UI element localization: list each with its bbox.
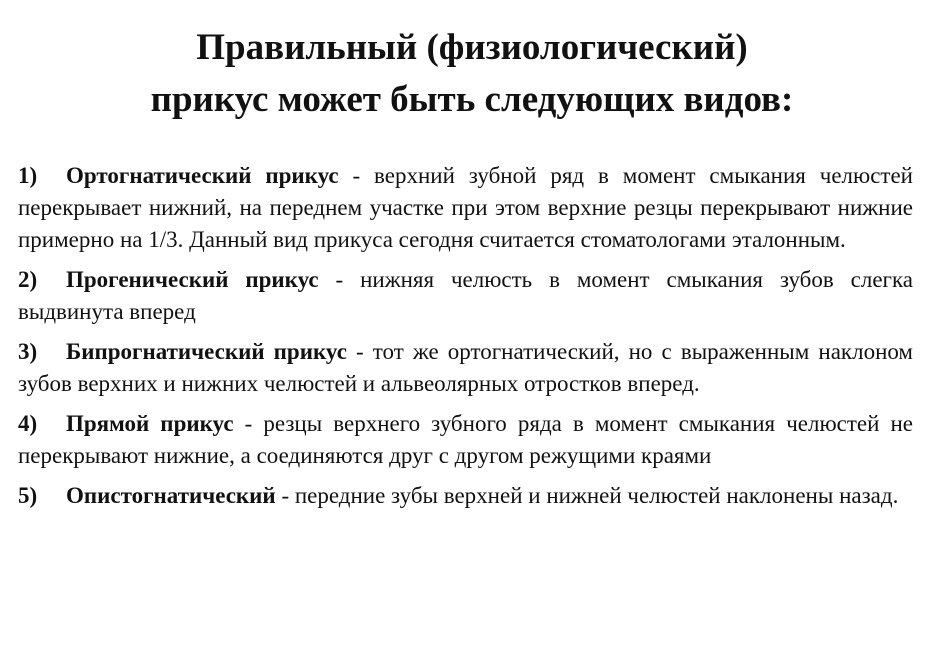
list-item-4 [18,408,913,472]
item-term: Бипрогнатический прикус [66,339,347,364]
item-description: - передние зубы верхней и нижней челюстей наклонены назад. [275,483,899,508]
item-description: - верхний зубной ряд в момент смыкания челюстей перекрывает нижний, на переднем участке при этом верхние резцы перекрывают нижние примерно на 1/3. Данный вид прикуса сегодня считается стоматологами эталонным. [18,163,913,252]
item-number: 2) [18,267,38,292]
item-term: Ортогнатический прикус [66,163,339,188]
item-number: 4) [18,411,38,436]
page-title [0,22,944,126]
list-item-5 [18,480,913,512]
item-description: - резцы верхнего зубного ряда в момент смыкания челюстей не перекрывают нижние, а соединяются друг с другом режущими краями [18,411,914,468]
list-item-2 [18,264,913,328]
item-term: Прямой прикус [66,411,234,436]
item-number: 3) [18,339,38,364]
bite-types-list [18,160,913,520]
list-item-1 [18,160,913,256]
item-description: - тот же ортогнатический, но с выраженным наклоном зубов верхних и нижних челюстей и альвеолярных отростков вперед. [18,339,913,396]
item-number: 5) [18,483,38,508]
item-term: Опистогнатический [66,483,276,508]
title-line-1: Правильный (физиологический) [196,27,748,68]
item-number: 1) [18,163,38,188]
list-item-3 [18,336,913,400]
item-term: Прогенический прикус [66,267,319,292]
title-line-2: прикус может быть следующих видов: [150,79,794,120]
item-description: - нижняя челюсть в момент смыкания зубов слегка выдвинута вперед [18,267,914,324]
